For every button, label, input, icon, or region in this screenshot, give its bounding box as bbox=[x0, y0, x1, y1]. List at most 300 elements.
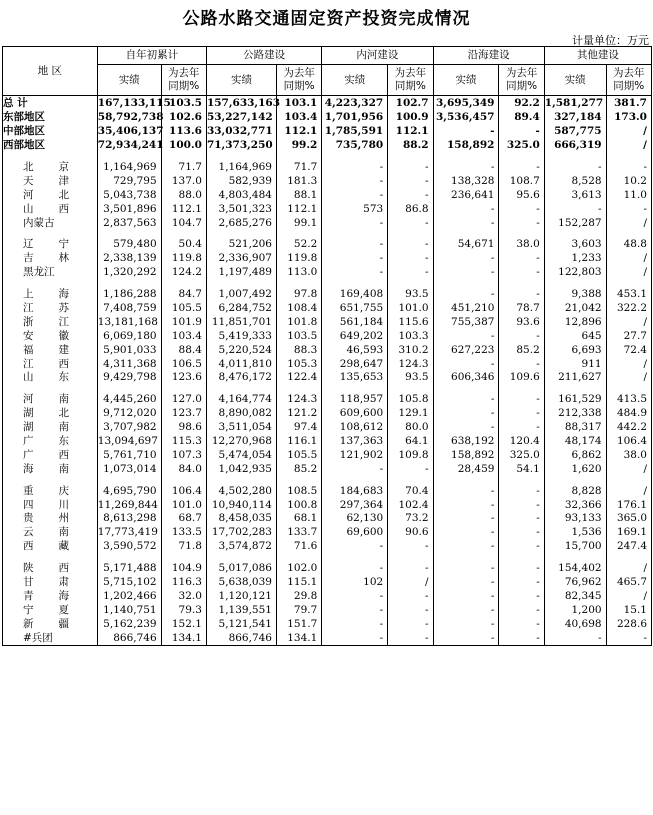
region-name-cell bbox=[3, 512, 98, 526]
pct-cell: 105.3 bbox=[276, 357, 321, 371]
region-name-cell bbox=[3, 188, 98, 202]
value-cell: 3,707,982 bbox=[97, 421, 161, 435]
spacer-cell bbox=[388, 230, 433, 238]
value-cell: 158,892 bbox=[433, 448, 499, 462]
pct-cell: 105.5 bbox=[161, 302, 206, 316]
value-cell: 6,693 bbox=[544, 343, 606, 357]
value-cell: 93,133 bbox=[544, 512, 606, 526]
region-name-cell bbox=[3, 371, 98, 385]
pct-cell: - bbox=[499, 125, 544, 139]
value-cell: 13,094,697 bbox=[97, 435, 161, 449]
table-row bbox=[3, 498, 652, 512]
spacer-cell bbox=[499, 385, 544, 393]
pct-cell: 122.4 bbox=[276, 371, 321, 385]
value-cell: 4,164,774 bbox=[206, 393, 276, 407]
pct-cell: - bbox=[499, 576, 544, 590]
pct-cell: - bbox=[499, 526, 544, 540]
pct-header-line2: 同期% bbox=[283, 80, 315, 92]
value-cell: - bbox=[433, 512, 499, 526]
table-row bbox=[3, 139, 652, 153]
region-name-cell bbox=[3, 448, 98, 462]
spacer-cell bbox=[276, 230, 321, 238]
value-cell: 3,695,349 bbox=[433, 96, 499, 111]
value-cell: 1,197,489 bbox=[206, 266, 276, 280]
value-cell: 866,746 bbox=[206, 631, 276, 645]
value-cell: - bbox=[544, 631, 606, 645]
spacer-cell bbox=[433, 280, 499, 288]
table-row bbox=[3, 252, 652, 266]
pct-cell: 124.2 bbox=[161, 266, 206, 280]
pct-cell: 71.8 bbox=[161, 540, 206, 554]
spacer-cell bbox=[206, 476, 276, 484]
spacer-row bbox=[3, 230, 652, 238]
group-header-highway: 公路建设 bbox=[206, 47, 321, 65]
value-cell: 1,042,935 bbox=[206, 462, 276, 476]
value-cell: 645 bbox=[544, 329, 606, 343]
value-cell: 3,501,323 bbox=[206, 202, 276, 216]
spacer-cell bbox=[97, 230, 161, 238]
pct-cell: 413.5 bbox=[606, 393, 651, 407]
pct-cell: 48.8 bbox=[606, 238, 651, 252]
spacer-cell bbox=[544, 476, 606, 484]
pct-cell: - bbox=[499, 216, 544, 230]
spacer-cell bbox=[606, 385, 651, 393]
region-name: 东部地区 bbox=[3, 111, 45, 124]
spacer-cell bbox=[322, 385, 388, 393]
pct-cell: 105.5 bbox=[276, 448, 321, 462]
region-name-cell bbox=[3, 111, 98, 125]
value-cell: 5,171,488 bbox=[97, 562, 161, 576]
value-cell: 6,284,752 bbox=[206, 302, 276, 316]
value-cell: 1,139,551 bbox=[206, 603, 276, 617]
spacer-cell bbox=[606, 476, 651, 484]
pct-cell: 104.7 bbox=[161, 216, 206, 230]
value-cell: 211,627 bbox=[544, 371, 606, 385]
pct-cell: / bbox=[606, 462, 651, 476]
unit-label: 计量单位：万元 bbox=[572, 34, 649, 47]
table-row bbox=[3, 357, 652, 371]
pct-cell: - bbox=[499, 357, 544, 371]
value-cell: - bbox=[322, 562, 388, 576]
spacer-cell bbox=[499, 280, 544, 288]
region-name: 甘 肃 bbox=[23, 576, 69, 589]
pct-cell: 108.5 bbox=[276, 484, 321, 498]
value-cell: 4,803,484 bbox=[206, 188, 276, 202]
pct-cell: 103.1 bbox=[276, 96, 321, 111]
pct-cell: - bbox=[388, 238, 433, 252]
pct-cell: 88.3 bbox=[276, 343, 321, 357]
value-cell: 21,042 bbox=[544, 302, 606, 316]
value-cell: 1,620 bbox=[544, 462, 606, 476]
pct-cell: 169.1 bbox=[606, 526, 651, 540]
pct-cell: 88.2 bbox=[388, 139, 433, 153]
pct-header bbox=[388, 65, 433, 96]
spacer-cell bbox=[206, 280, 276, 288]
value-cell: 32,366 bbox=[544, 498, 606, 512]
table-row bbox=[3, 96, 652, 111]
pct-cell: 101.8 bbox=[276, 315, 321, 329]
value-cell: 327,184 bbox=[544, 111, 606, 125]
value-cell: 10,940,114 bbox=[206, 498, 276, 512]
region-name: #兵团 bbox=[23, 631, 53, 644]
table-row bbox=[3, 174, 652, 188]
group-header-total: 自年初累计 bbox=[97, 47, 206, 65]
spacer-cell bbox=[606, 153, 651, 161]
value-cell: 5,901,033 bbox=[97, 343, 161, 357]
pct-cell: 106.4 bbox=[606, 435, 651, 449]
value-cell: 582,939 bbox=[206, 174, 276, 188]
pct-header-line2: 同期% bbox=[394, 80, 426, 92]
spacer-cell bbox=[276, 153, 321, 161]
value-cell: 135,653 bbox=[322, 371, 388, 385]
table-row bbox=[3, 188, 652, 202]
spacer-cell bbox=[97, 554, 161, 562]
spacer-cell bbox=[322, 153, 388, 161]
region-name-cell bbox=[3, 288, 98, 302]
spacer-cell bbox=[544, 230, 606, 238]
region-name: 海 南 bbox=[23, 462, 69, 475]
pct-cell: 112.1 bbox=[276, 125, 321, 139]
pct-cell: 93.6 bbox=[499, 315, 544, 329]
value-cell: 606,346 bbox=[433, 371, 499, 385]
pct-cell: 93.5 bbox=[388, 288, 433, 302]
value-cell: 102 bbox=[322, 576, 388, 590]
pct-cell: 78.7 bbox=[499, 302, 544, 316]
pct-cell: - bbox=[499, 252, 544, 266]
value-cell: 561,184 bbox=[322, 315, 388, 329]
pct-cell: / bbox=[606, 484, 651, 498]
pct-cell: - bbox=[499, 590, 544, 604]
pct-cell: - bbox=[499, 393, 544, 407]
pct-cell: 64.1 bbox=[388, 435, 433, 449]
value-cell: - bbox=[544, 161, 606, 175]
pct-cell: 106.4 bbox=[161, 484, 206, 498]
pct-cell: 97.4 bbox=[276, 421, 321, 435]
spacer-cell bbox=[97, 153, 161, 161]
pct-cell: 465.7 bbox=[606, 576, 651, 590]
region-name: 新 疆 bbox=[23, 617, 69, 630]
region-name: 西部地区 bbox=[3, 139, 45, 152]
pct-cell: - bbox=[388, 631, 433, 645]
value-cell: 5,220,524 bbox=[206, 343, 276, 357]
spacer-cell bbox=[499, 153, 544, 161]
pct-cell: 151.7 bbox=[276, 617, 321, 631]
region-name-cell bbox=[3, 202, 98, 216]
value-cell: 3,574,872 bbox=[206, 540, 276, 554]
region-name: 广 西 bbox=[23, 448, 69, 461]
value-cell: - bbox=[433, 266, 499, 280]
value-cell: 71,373,250 bbox=[206, 139, 276, 153]
table-row bbox=[3, 540, 652, 554]
value-cell: 451,210 bbox=[433, 302, 499, 316]
table-row bbox=[3, 631, 652, 645]
region-name: 山 东 bbox=[23, 371, 69, 384]
value-cell: 1,202,466 bbox=[97, 590, 161, 604]
value-cell: - bbox=[322, 540, 388, 554]
table-row bbox=[3, 302, 652, 316]
pct-cell: - bbox=[499, 407, 544, 421]
value-cell: - bbox=[322, 252, 388, 266]
pct-cell: - bbox=[499, 540, 544, 554]
value-cell: - bbox=[433, 484, 499, 498]
pct-cell: 100.9 bbox=[388, 111, 433, 125]
value-cell: 11,269,844 bbox=[97, 498, 161, 512]
value-cell: 82,345 bbox=[544, 590, 606, 604]
pct-cell: 103.4 bbox=[161, 329, 206, 343]
pct-cell: - bbox=[606, 161, 651, 175]
value-cell: 53,227,142 bbox=[206, 111, 276, 125]
spacer-cell bbox=[544, 280, 606, 288]
pct-cell: 15.1 bbox=[606, 603, 651, 617]
value-cell: 17,702,283 bbox=[206, 526, 276, 540]
value-cell: 33,032,771 bbox=[206, 125, 276, 139]
pct-cell: 102.7 bbox=[388, 96, 433, 111]
pct-cell: 84.0 bbox=[161, 462, 206, 476]
value-cell: - bbox=[322, 266, 388, 280]
pct-cell: 29.8 bbox=[276, 590, 321, 604]
region-name: 陕 西 bbox=[23, 562, 69, 575]
spacer-cell bbox=[544, 385, 606, 393]
pct-cell: 108.4 bbox=[276, 302, 321, 316]
value-cell: 69,600 bbox=[322, 526, 388, 540]
value-cell: 1,140,751 bbox=[97, 603, 161, 617]
spacer-cell bbox=[544, 153, 606, 161]
value-cell: 5,162,239 bbox=[97, 617, 161, 631]
pct-cell: 79.3 bbox=[161, 603, 206, 617]
value-cell: 5,761,710 bbox=[97, 448, 161, 462]
pct-cell: 123.6 bbox=[161, 371, 206, 385]
value-cell: - bbox=[433, 288, 499, 302]
pct-cell: - bbox=[499, 484, 544, 498]
table-row bbox=[3, 216, 652, 230]
pct-cell: 103.5 bbox=[276, 329, 321, 343]
spacer-cell bbox=[322, 476, 388, 484]
region-name: 贵 州 bbox=[23, 512, 69, 525]
pct-header bbox=[606, 65, 651, 96]
pct-cell: 124.3 bbox=[276, 393, 321, 407]
value-cell: 12,270,968 bbox=[206, 435, 276, 449]
value-cell: 1,785,591 bbox=[322, 125, 388, 139]
spacer-cell bbox=[606, 230, 651, 238]
value-cell: 5,419,333 bbox=[206, 329, 276, 343]
pct-cell: 80.0 bbox=[388, 421, 433, 435]
pct-cell: 116.3 bbox=[161, 576, 206, 590]
value-cell: - bbox=[433, 393, 499, 407]
group-header-inland: 内河建设 bbox=[322, 47, 433, 65]
value-cell: 3,536,457 bbox=[433, 111, 499, 125]
value-cell: 1,120,121 bbox=[206, 590, 276, 604]
pct-cell: - bbox=[388, 174, 433, 188]
region-name: 湖 北 bbox=[23, 407, 69, 420]
pct-cell: - bbox=[499, 603, 544, 617]
region-name: 总 计 bbox=[3, 97, 28, 110]
region-name-cell bbox=[3, 562, 98, 576]
value-cell: 2,336,907 bbox=[206, 252, 276, 266]
spacer-cell bbox=[161, 476, 206, 484]
pct-header bbox=[276, 65, 321, 96]
value-cell: 4,311,368 bbox=[97, 357, 161, 371]
pct-cell: / bbox=[606, 590, 651, 604]
pct-cell: - bbox=[388, 540, 433, 554]
region-name: 宁 夏 bbox=[23, 603, 69, 616]
spacer-cell bbox=[388, 554, 433, 562]
pct-cell: 109.6 bbox=[499, 371, 544, 385]
pct-cell: 116.1 bbox=[276, 435, 321, 449]
pct-cell: 103.5 bbox=[161, 96, 206, 111]
value-cell: - bbox=[433, 562, 499, 576]
value-cell: 48,174 bbox=[544, 435, 606, 449]
pct-cell: 134.1 bbox=[161, 631, 206, 645]
spacer-cell bbox=[97, 476, 161, 484]
pct-cell: 181.3 bbox=[276, 174, 321, 188]
pct-cell: - bbox=[499, 421, 544, 435]
pct-cell: 115.3 bbox=[161, 435, 206, 449]
table-row bbox=[3, 393, 652, 407]
pct-cell: 54.1 bbox=[499, 462, 544, 476]
spacer-row bbox=[3, 153, 652, 161]
spacer-cell bbox=[3, 554, 98, 562]
pct-cell: - bbox=[388, 590, 433, 604]
spacer-cell bbox=[433, 153, 499, 161]
spacer-cell bbox=[3, 476, 98, 484]
pct-header bbox=[499, 65, 544, 96]
value-cell: - bbox=[433, 329, 499, 343]
region-name-cell bbox=[3, 576, 98, 590]
value-cell: 54,671 bbox=[433, 238, 499, 252]
pct-cell: - bbox=[499, 266, 544, 280]
value-cell: 8,828 bbox=[544, 484, 606, 498]
pct-cell: - bbox=[499, 562, 544, 576]
region-name-cell bbox=[3, 329, 98, 343]
pct-cell: 99.1 bbox=[276, 216, 321, 230]
table-row bbox=[3, 484, 652, 498]
value-cell: 627,223 bbox=[433, 343, 499, 357]
value-cell: 3,511,054 bbox=[206, 421, 276, 435]
table-row bbox=[3, 576, 652, 590]
pct-cell: / bbox=[606, 139, 651, 153]
pct-cell: 442.2 bbox=[606, 421, 651, 435]
pct-cell: 322.2 bbox=[606, 302, 651, 316]
value-cell: - bbox=[433, 202, 499, 216]
value-cell: 8,476,172 bbox=[206, 371, 276, 385]
value-cell: - bbox=[433, 161, 499, 175]
spacer-cell bbox=[606, 280, 651, 288]
pct-header-line2: 同期% bbox=[168, 80, 200, 92]
spacer-row bbox=[3, 280, 652, 288]
pct-cell: 72.4 bbox=[606, 343, 651, 357]
pct-cell: 113.6 bbox=[161, 125, 206, 139]
pct-cell: / bbox=[606, 357, 651, 371]
value-cell: 8,458,035 bbox=[206, 512, 276, 526]
pct-header-line1: 为去年 bbox=[613, 67, 645, 79]
pct-cell: 325.0 bbox=[499, 139, 544, 153]
region-name: 山 西 bbox=[23, 202, 69, 215]
value-cell: 5,043,738 bbox=[97, 188, 161, 202]
value-cell: - bbox=[322, 161, 388, 175]
pct-cell: 121.2 bbox=[276, 407, 321, 421]
table-row bbox=[3, 315, 652, 329]
pct-cell: - bbox=[499, 161, 544, 175]
region-name-cell bbox=[3, 603, 98, 617]
pct-cell: 247.4 bbox=[606, 540, 651, 554]
pct-header-line2: 同期% bbox=[613, 80, 645, 92]
region-header: 地 区 bbox=[3, 47, 98, 96]
value-cell: 521,206 bbox=[206, 238, 276, 252]
spacer-cell bbox=[97, 280, 161, 288]
value-cell: 8,890,082 bbox=[206, 407, 276, 421]
pct-cell: / bbox=[606, 216, 651, 230]
pct-cell: 112.1 bbox=[276, 202, 321, 216]
pct-cell: 119.8 bbox=[276, 252, 321, 266]
spacer-cell bbox=[388, 153, 433, 161]
region-name: 青 海 bbox=[23, 589, 69, 602]
table-row bbox=[3, 238, 652, 252]
spacer-cell bbox=[606, 554, 651, 562]
spacer-cell bbox=[97, 385, 161, 393]
pct-cell: - bbox=[499, 329, 544, 343]
value-cell: - bbox=[322, 617, 388, 631]
pct-cell: 92.2 bbox=[499, 96, 544, 111]
pct-cell: 11.0 bbox=[606, 188, 651, 202]
pct-cell: 119.8 bbox=[161, 252, 206, 266]
pct-cell: / bbox=[606, 125, 651, 139]
region-name-cell bbox=[3, 421, 98, 435]
spacer-cell bbox=[544, 554, 606, 562]
value-header: 实绩 bbox=[206, 65, 276, 96]
pct-cell: - bbox=[388, 562, 433, 576]
investment-table bbox=[2, 46, 652, 646]
group-header-other: 其他建设 bbox=[544, 47, 651, 65]
pct-cell: / bbox=[606, 562, 651, 576]
value-cell: 2,837,563 bbox=[97, 216, 161, 230]
pct-cell: 99.2 bbox=[276, 139, 321, 153]
value-cell: 40,698 bbox=[544, 617, 606, 631]
region-name-cell bbox=[3, 174, 98, 188]
pct-cell: 137.0 bbox=[161, 174, 206, 188]
value-cell: 138,328 bbox=[433, 174, 499, 188]
value-cell: 2,338,139 bbox=[97, 252, 161, 266]
pct-cell: - bbox=[388, 188, 433, 202]
pct-cell: 134.1 bbox=[276, 631, 321, 645]
spacer-cell bbox=[161, 385, 206, 393]
table-row bbox=[3, 617, 652, 631]
pct-cell: 71.7 bbox=[161, 161, 206, 175]
spacer-cell bbox=[276, 385, 321, 393]
table-row bbox=[3, 512, 652, 526]
pct-cell: - bbox=[388, 617, 433, 631]
region-name: 河 北 bbox=[23, 188, 69, 201]
value-cell: 666,319 bbox=[544, 139, 606, 153]
page-title: 公路水路交通固定资产投资完成情况 bbox=[182, 9, 471, 29]
spacer-cell bbox=[3, 153, 98, 161]
spacer-cell bbox=[388, 476, 433, 484]
pct-cell: 70.4 bbox=[388, 484, 433, 498]
table-row bbox=[3, 462, 652, 476]
pct-cell: 112.1 bbox=[388, 125, 433, 139]
region-name-cell bbox=[3, 216, 98, 230]
region-name-cell bbox=[3, 96, 98, 111]
pct-cell: 85.2 bbox=[276, 462, 321, 476]
value-cell: 72,934,241 bbox=[97, 139, 164, 152]
region-name-cell bbox=[3, 343, 98, 357]
pct-cell: 88.1 bbox=[276, 188, 321, 202]
value-cell: 152,287 bbox=[544, 216, 606, 230]
value-cell: 46,593 bbox=[322, 343, 388, 357]
value-cell: 1,233 bbox=[544, 252, 606, 266]
value-cell: 184,683 bbox=[322, 484, 388, 498]
pct-cell: 86.8 bbox=[388, 202, 433, 216]
pct-cell: - bbox=[388, 161, 433, 175]
